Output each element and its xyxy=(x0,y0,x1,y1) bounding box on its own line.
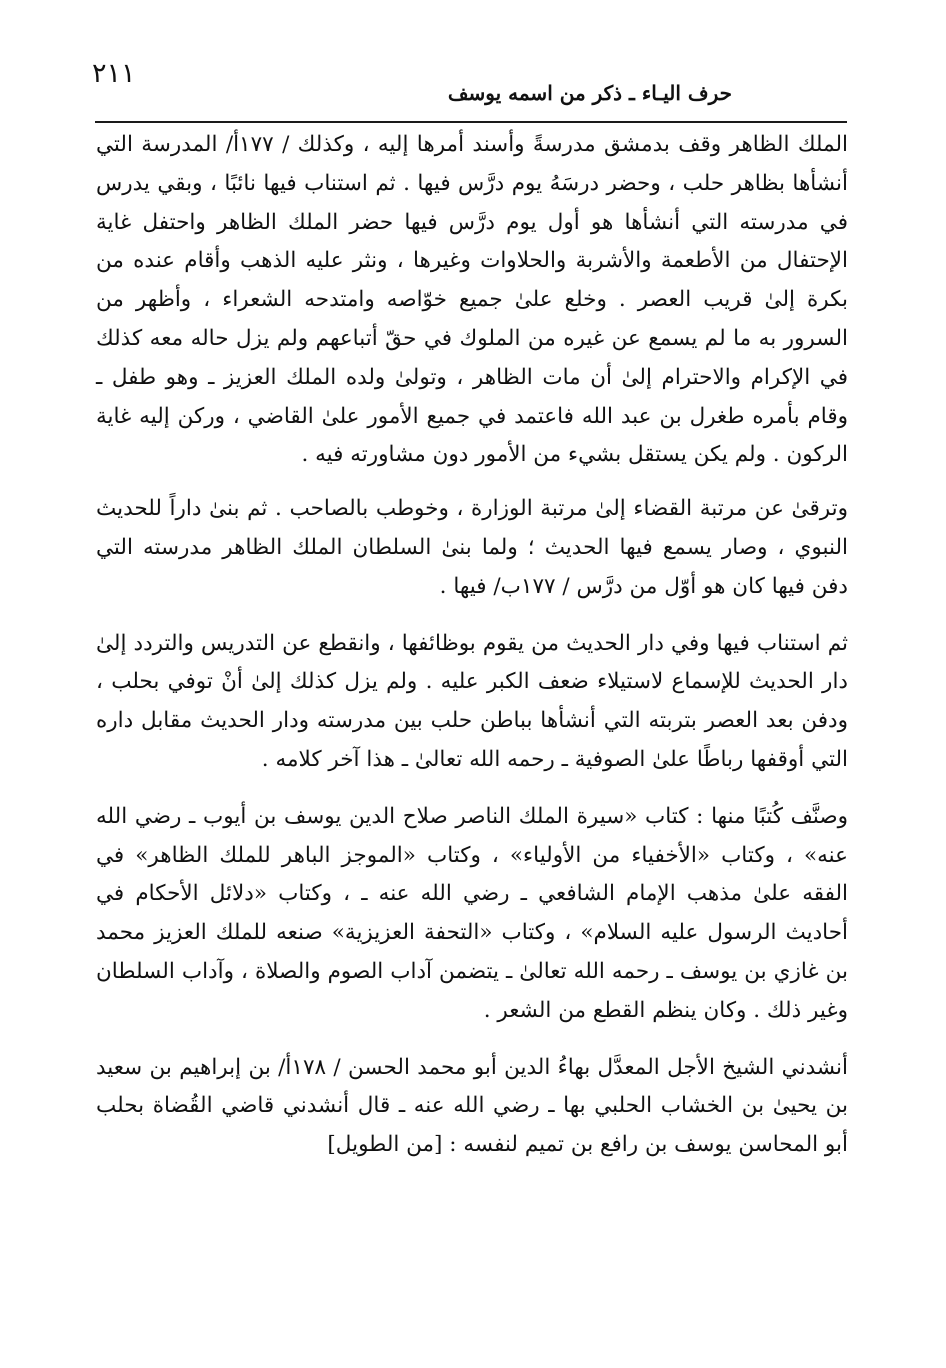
page-body xyxy=(96,126,848,1165)
paragraph: ثم استناب فيها وفي دار الحديث من يقوم بوظائفها ، وانقطع عن التدريس والتردد إلىٰ دار الحديث للإسماع لاستيلاء ضعف الكبر عليه . ولم يزل كذلك إلىٰ أنْ توفي بحلب ، ودفن بعد العصر بتربته التي أنشأها بباطن حلب بين مدرسته ودار الحديث مقابل داره التي أوقفها رباطًا علىٰ الصوفية ـ رحمه الله تعالىٰ ـ هذا آخر كلامه . xyxy=(96,630,848,772)
paragraph: أنشدني الشيخ الأجل المعدَّل بهاءُ الدين أبو محمد الحسن / ١٧٨أ/ بن إبراهيم بن سعيد بن يحيىٰ بن الخشاب الحلبي بها ـ رضي الله عنه ـ قال أنشدني قاضي القُضاة بحلب أبو المحاسن يوسف بن رافع بن تميم لنفسه : [من الطويل] xyxy=(96,1054,848,1158)
paragraph: وصنَّف كُتبًا منها : كتاب «سيرة الملك الناصر صلاح الدين يوسف بن أيوب ـ رضي الله عنه» ، وكتاب «الأخفياء من الأولياء» ، وكتاب «الموجز الباهر للملك الظاهر» في الفقه علىٰ مذهب الإمام الشافعي ـ رضي الله عنه ـ ، وكتاب «دلائل الأحكام في أحاديث الرسول عليه السلام» ، وكتاب «التحفة العزيزية» صنعه للملك العزيز محمد بن غازي بن يوسف ـ رحمه الله تعالىٰ ـ يتضمن آداب الصوم والصلاة ، وآداب السلطان وغير ذلك . وكان ينظم القطع من الشعر . xyxy=(96,803,848,1023)
running-head: حرف اليـاء ـ ذكر من اسمه يوسف xyxy=(447,81,732,105)
page-number: ٢١١ xyxy=(92,58,136,89)
header-rule xyxy=(95,121,847,123)
paragraph: وترقىٰ عن مرتبة القضاء إلىٰ مرتبة الوزارة ، وخوطب بالصاحب . ثم بنىٰ داراً للحديث النبوي ، وصار يسمع فيها الحديث ؛ ولما بنىٰ السلطان الملك الظاهر مدرسته التي دفن فيها كان هو أوّل من درَّس / ١٧٧ب/ فيها . xyxy=(96,496,848,599)
paragraph: الملك الظاهر وقف بدمشق مدرسةً وأسند أمرها إليه ، وكذلك / ١٧٧أ/ المدرسة التي أنشأها بظاهر حلب ، وحضر درسَهُ يوم درَّس فيها . ثم استناب فيها نائبًا ، وبقي يدرس في مدرسته التي أنشأها هو أول يوم درَّس فيها حضر الملك الظاهر واحتفل غاية الإحتفال من الأطعمة والأشربة والحلاوات وغيرها ، ونثر عليه الذهب وأقام عنده من بكرة إلىٰ قريب العصر . وخلع علىٰ جميع خوّاصه وامتدحه الشعراء ، وأظهر من السرور به ما لم يسمع عن غيره من الملوك في حقّ أتباعهم ولم يزل حاله معه كذلك في الإكرام والاحترام إلىٰ أن مات الظاهر ، وتولىٰ ولده الملك العزيز ـ وهو طفل ـ وقام بأمره طغرل بن عبد الله فاعتمد في جميع الأمور علىٰ القاضي ، وركن إليه غاية الركون . ولم يكن يستقل بشيء من الأمور دون مشاورته فيه . xyxy=(96,132,849,468)
